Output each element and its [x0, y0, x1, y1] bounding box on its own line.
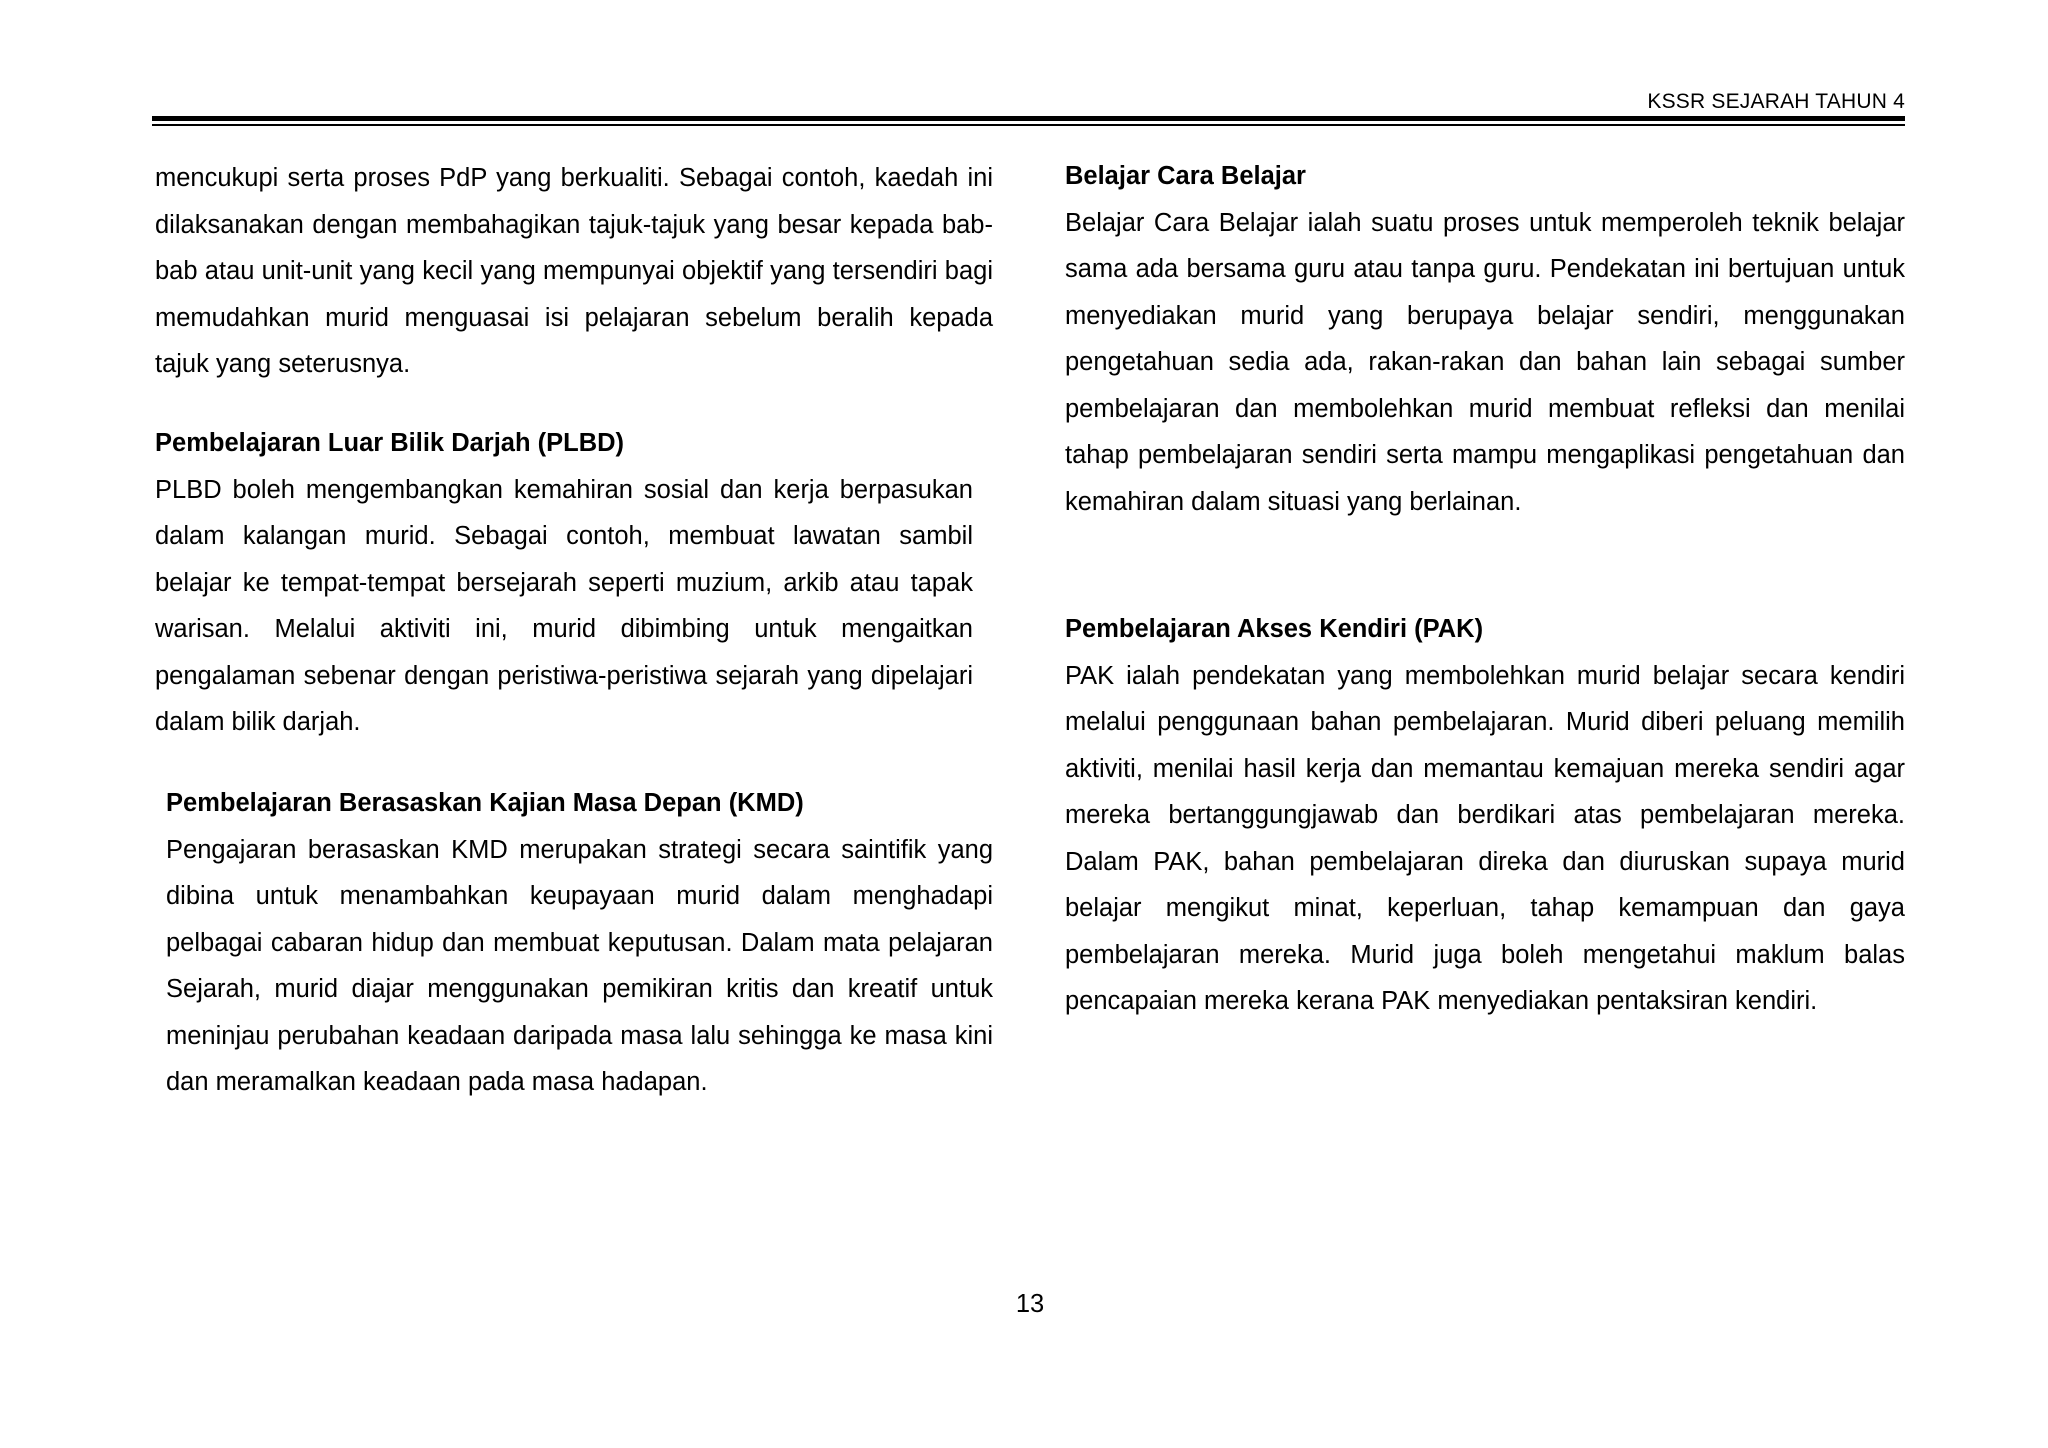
plbd-heading: Pembelajaran Luar Bilik Darjah (PLBD)	[155, 429, 625, 457]
bcb-section	[1065, 153, 1905, 525]
header-rule-thin	[152, 124, 1905, 126]
pak-section	[1065, 606, 1905, 1025]
header-title: KSSR SEJARAH TAHUN 4	[1647, 90, 1905, 113]
header-rule-thick	[152, 116, 1905, 121]
bcb-heading: Belajar Cara Belajar	[1065, 162, 1306, 190]
kmd-paragraph: Pengajaran berasaskan KMD merupakan strategi secara saintifik yang dibina untuk menambahkan keupayaan murid dalam menghadapi pelbagai cabaran hidup dan membuat keputusan. Dalam mata pelajaran Sejarah, murid diajar menggunakan pemikiran kritis dan kreatif untuk meninjau perubahan keadaan daripada masa lalu sehingga ke masa kini dan meramalkan keadaan pada masa hadapan.	[166, 835, 993, 1096]
plbd-section	[155, 420, 973, 746]
pak-paragraph: PAK ialah pendekatan yang membolehkan murid belajar secara kendiri melalui penggunaan bahan pembelajaran. Murid diberi peluang memilih aktiviti, menilai hasil kerja dan memantau kemajuan mereka sendiri agar mereka bertanggungjawab dan berdikari atas pembelajaran mereka. Dalam PAK, bahan pembelajaran direka dan diuruskan supaya murid belajar mengikut minat, keperluan, tahap kemampuan dan gaya pembelajaran mereka. Murid juga boleh mengetahui maklum balas pencapaian mereka kerana PAK menyediakan pentaksiran kendiri.	[1065, 661, 1905, 1015]
page-number: 13	[1015, 1290, 1045, 1318]
intro-paragraph: mencukupi serta proses PdP yang berkualiti. Sebagai contoh, kaedah ini dilaksanakan dengan membahagikan tajuk-tajuk yang besar kepada bab-bab atau unit-unit yang kecil yang mempunyai objektif yang tersendiri bagi memudahkan murid menguasai isi pelajaran sebelum beralih kepada tajuk yang seterusnya.	[155, 164, 993, 378]
kmd-heading: Pembelajaran Berasaskan Kajian Masa Depan (KMD)	[166, 789, 804, 817]
plbd-paragraph: PLBD boleh mengembangkan kemahiran sosial dan kerja berpasukan dalam kalangan murid. Sebagai contoh, membuat lawatan sambil belajar ke tempat-tempat bersejarah seperti muzium, arkib atau tapak warisan. Melalui aktiviti ini, murid dibimbing untuk mengaitkan pengalaman sebenar dengan peristiwa-peristiwa sejarah yang dipelajari dalam bilik darjah.	[155, 475, 973, 736]
intro-section	[155, 155, 993, 388]
kmd-section	[166, 780, 993, 1106]
pak-heading: Pembelajaran Akses Kendiri (PAK)	[1065, 615, 1484, 643]
bcb-paragraph: Belajar Cara Belajar ialah suatu proses untuk memperoleh teknik belajar sama ada bersama guru atau tanpa guru. Pendekatan ini bertujuan untuk menyediakan murid yang berupaya belajar sendiri, menggunakan pengetahuan sedia ada, rakan-rakan dan bahan lain sebagai sumber pembelajaran dan membolehkan murid membuat refleksi dan menilai tahap pembelajaran sendiri serta mampu mengaplikasi pengetahuan dan kemahiran dalam situasi yang berlainan.	[1065, 208, 1905, 516]
